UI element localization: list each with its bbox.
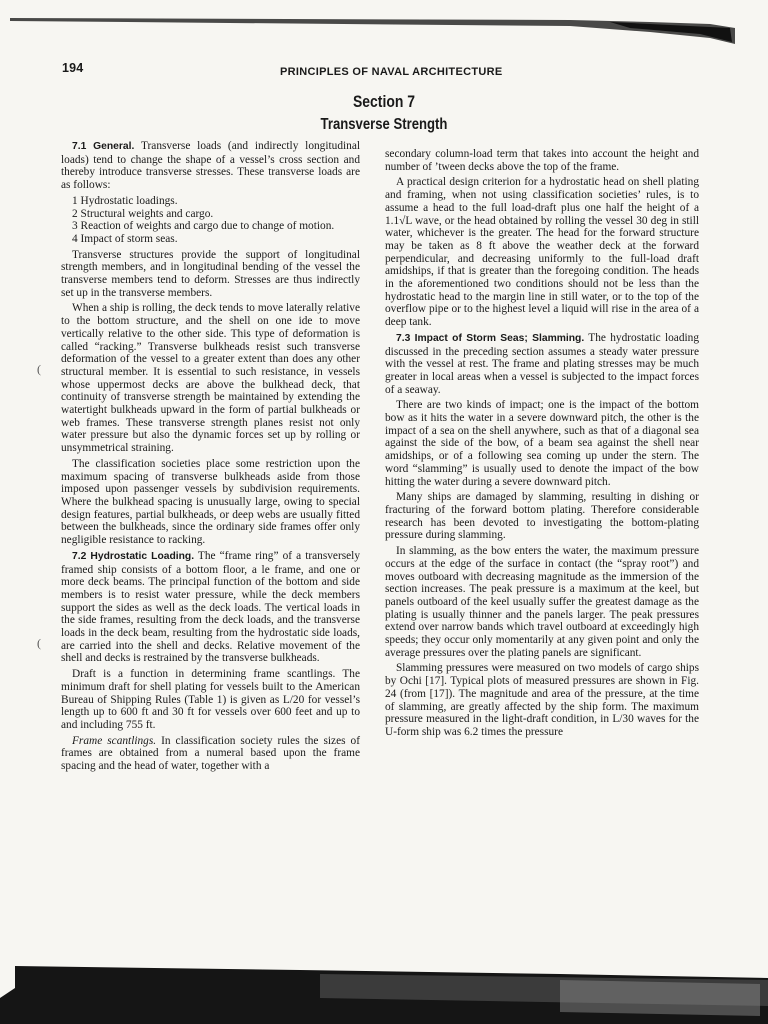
running-head: PRINCIPLES OF NAVAL ARCHITECTURE [280, 66, 503, 78]
margin-mark: ( [37, 636, 41, 650]
paragraph: When a ship is rolling, the deck tends to move laterally relative to the bottom structure, and the shell on one ide to move vertically relative to the other side. This type of deformation is called “racking.” Transverse bulkheads resist such transverse deformation of the vessel to a greater extent than does any other structural member. It is essential to such resistance, in vessels whose uppermost decks are above the bulkhead deck, that continuity of transverse strength be maintained by extending the watertight bulkheads upward in the form of partial bulkheads or web frames. These transverse strength planes resist not only water pressure but also the dynamic forces set up by rolling or unsymmetrical straining. [61, 302, 360, 455]
paragraph: The classification societies place some restriction upon the maximum spacing of transverse bulkheads aside from those imposed upon passenger vessels by subdivision requirements. Where the bulkhead spacing is unusually large, owing to special design features, partial bulkheads, or deep webs are usually fitted between the bulkheads, since the ordinary side frames offer only negligible resistance to racking. [61, 457, 360, 547]
list-item: 2 Structural weights and cargo. [72, 207, 214, 220]
paragraph: Draft is a function in determining frame scantlings. The minimum draft for shell plating for vessels built to the American Bureau of Shipping Rules (Table 1) is given as L/20 for vessel’s length up to 600 ft and 30 ft for vessels over 600 feet and up to and including 755 ft. [61, 668, 360, 731]
left-column [61, 140, 360, 776]
paragraph-impact [385, 332, 699, 397]
paragraph-frame-scantlings [61, 735, 360, 773]
scan-edge-top [10, 14, 735, 44]
subsection-heading: 7.2 Hydrostatic Loading. [72, 550, 195, 562]
subsection-heading: 7.1 General. [72, 141, 135, 152]
section-title: Transverse Strength [320, 116, 448, 133]
list-item: 4 Impact of storm seas. [72, 232, 178, 245]
list-item: 3 Reaction of weights and cargo due to change of motion. [72, 220, 335, 233]
paragraph: secondary column-load term that takes into account the height and number of ’tween decks above the top of the frame. [385, 148, 699, 173]
paragraph-text: Transverse loads (and indirectly longitudinal loads) tend to change the shape of a vessel’s cross section and thereby introduce transverse stresses. These transverse loads are as follows: [61, 140, 361, 192]
paragraph-text: In classification society rules the sizes of frames are obtained from a numeral based upon the frame spacing and the head of water, together with a [61, 734, 360, 773]
paragraph-hydrostatic [61, 550, 360, 665]
right-column [385, 148, 699, 742]
scan-edge-bottom [0, 958, 768, 1024]
list-item: 1 Hydrostatic loadings. [72, 194, 178, 207]
paragraph: In slamming, as the bow enters the water, the maximum pressure occurs at the edge of the surface in contact (the “spray root”) and moves outboard with decreasing magnitude as the immersion of the section increases. The peak pressure is a maximum at the keel, but panels outboard of the keel usually suffer the greatest damage as the plating is usually thinner and the panels larger. The peak pressures extend over narrow bands which travel outboard at exceedingly high speeds; they occur only momentarily at any given point and only the average pressures over the plating panels are significant. [385, 545, 699, 659]
paragraph: There are two kinds of impact; one is the impact of the bottom bow as it hits the water in a severe downward pitch, the other is the impact of a sea on the shell anywhere, such as that of a diagonal sea against the side of the bow, of a beam sea against the shell near amidships, or of a following sea coming up under the stern. The word “slamming” is usually used to denote the impact of the bow hitting the water during a severe downward pitch. [385, 399, 699, 488]
subsection-heading: 7.3 Impact of Storm Seas; Slamming. [396, 332, 585, 344]
paragraph: Many ships are damaged by slamming, resulting in dishing or fracturing of the forward bottom plating. Therefore considerable research has been devoted to investigating the bottom-plating pressure during slamming. [385, 491, 699, 542]
paragraph-general [61, 140, 360, 192]
margin-mark: ( [37, 362, 41, 376]
paragraph: A practical design criterion for a hydrostatic head on shell plating and framing, when not using classification societies’ rules, is to assume a head to the full load-draft plus one half the height of a 1.1√L wave, or the head obtained by rolling the vessel 30 deg in still water, whichever is the greater. The head for the forward structure may be taken as 8 ft above the weather deck at the forward perpendicular, and decreasing uniformly to the full-load draft amidships, if that is greater than the foregoing condition. The heads in the aforementioned two conditions should not be less than the hydrostatic head to the margin line in still water, or to the top of the overflow pipe or to the highest level a liquid will rise in the area of a deep tank. [385, 176, 699, 329]
page-number: 194 [62, 61, 84, 75]
section-label: Section 7 [353, 92, 415, 111]
paragraph: Slamming pressures were measured on two models of cargo ships by Ochi [17]. Typical plots of measured pressures are shown in Fig. 24 (from [17]). The magnitude and area of the pressure, at the time of slamming, are greatly affected by the ship form. The maximum pressure measured in the light-draft condition, in L/30 waves for the U-form ship was 6.2 times the pressure [385, 662, 699, 738]
paragraph-text: The “frame ring” of a transversely framed ship consists of a bottom floor, a le frame, and one or more deck beams. The principal function of the bottom and side members is to resist water pressure, while the deck members support the sides as well as the deck loads. The vertical loads in the side frames, resulting from the deck loads, and the transverse loads in the deck beam, resulting from the hydrostatic side loads, are carried into the shell and decks. Relative movement of the shell and decks is restrained by the transverse bulkheads. [61, 549, 360, 665]
italic-lead: Frame scantlings. [72, 734, 157, 747]
paragraph: Transverse structures provide the support of longitudinal strength members, and in longitudinal bending of the vessel the transverse members tend to deform. Stresses are thus indirectly set up in the transverse members. [61, 248, 360, 299]
paragraph-text: The hydrostatic loading discussed in the preceding section assumes a steady water pressure with the vessel at rest. The frame and plating stresses may be much greater in local areas when a vessel is subjected to the impact forces of a seaway. [385, 331, 699, 396]
